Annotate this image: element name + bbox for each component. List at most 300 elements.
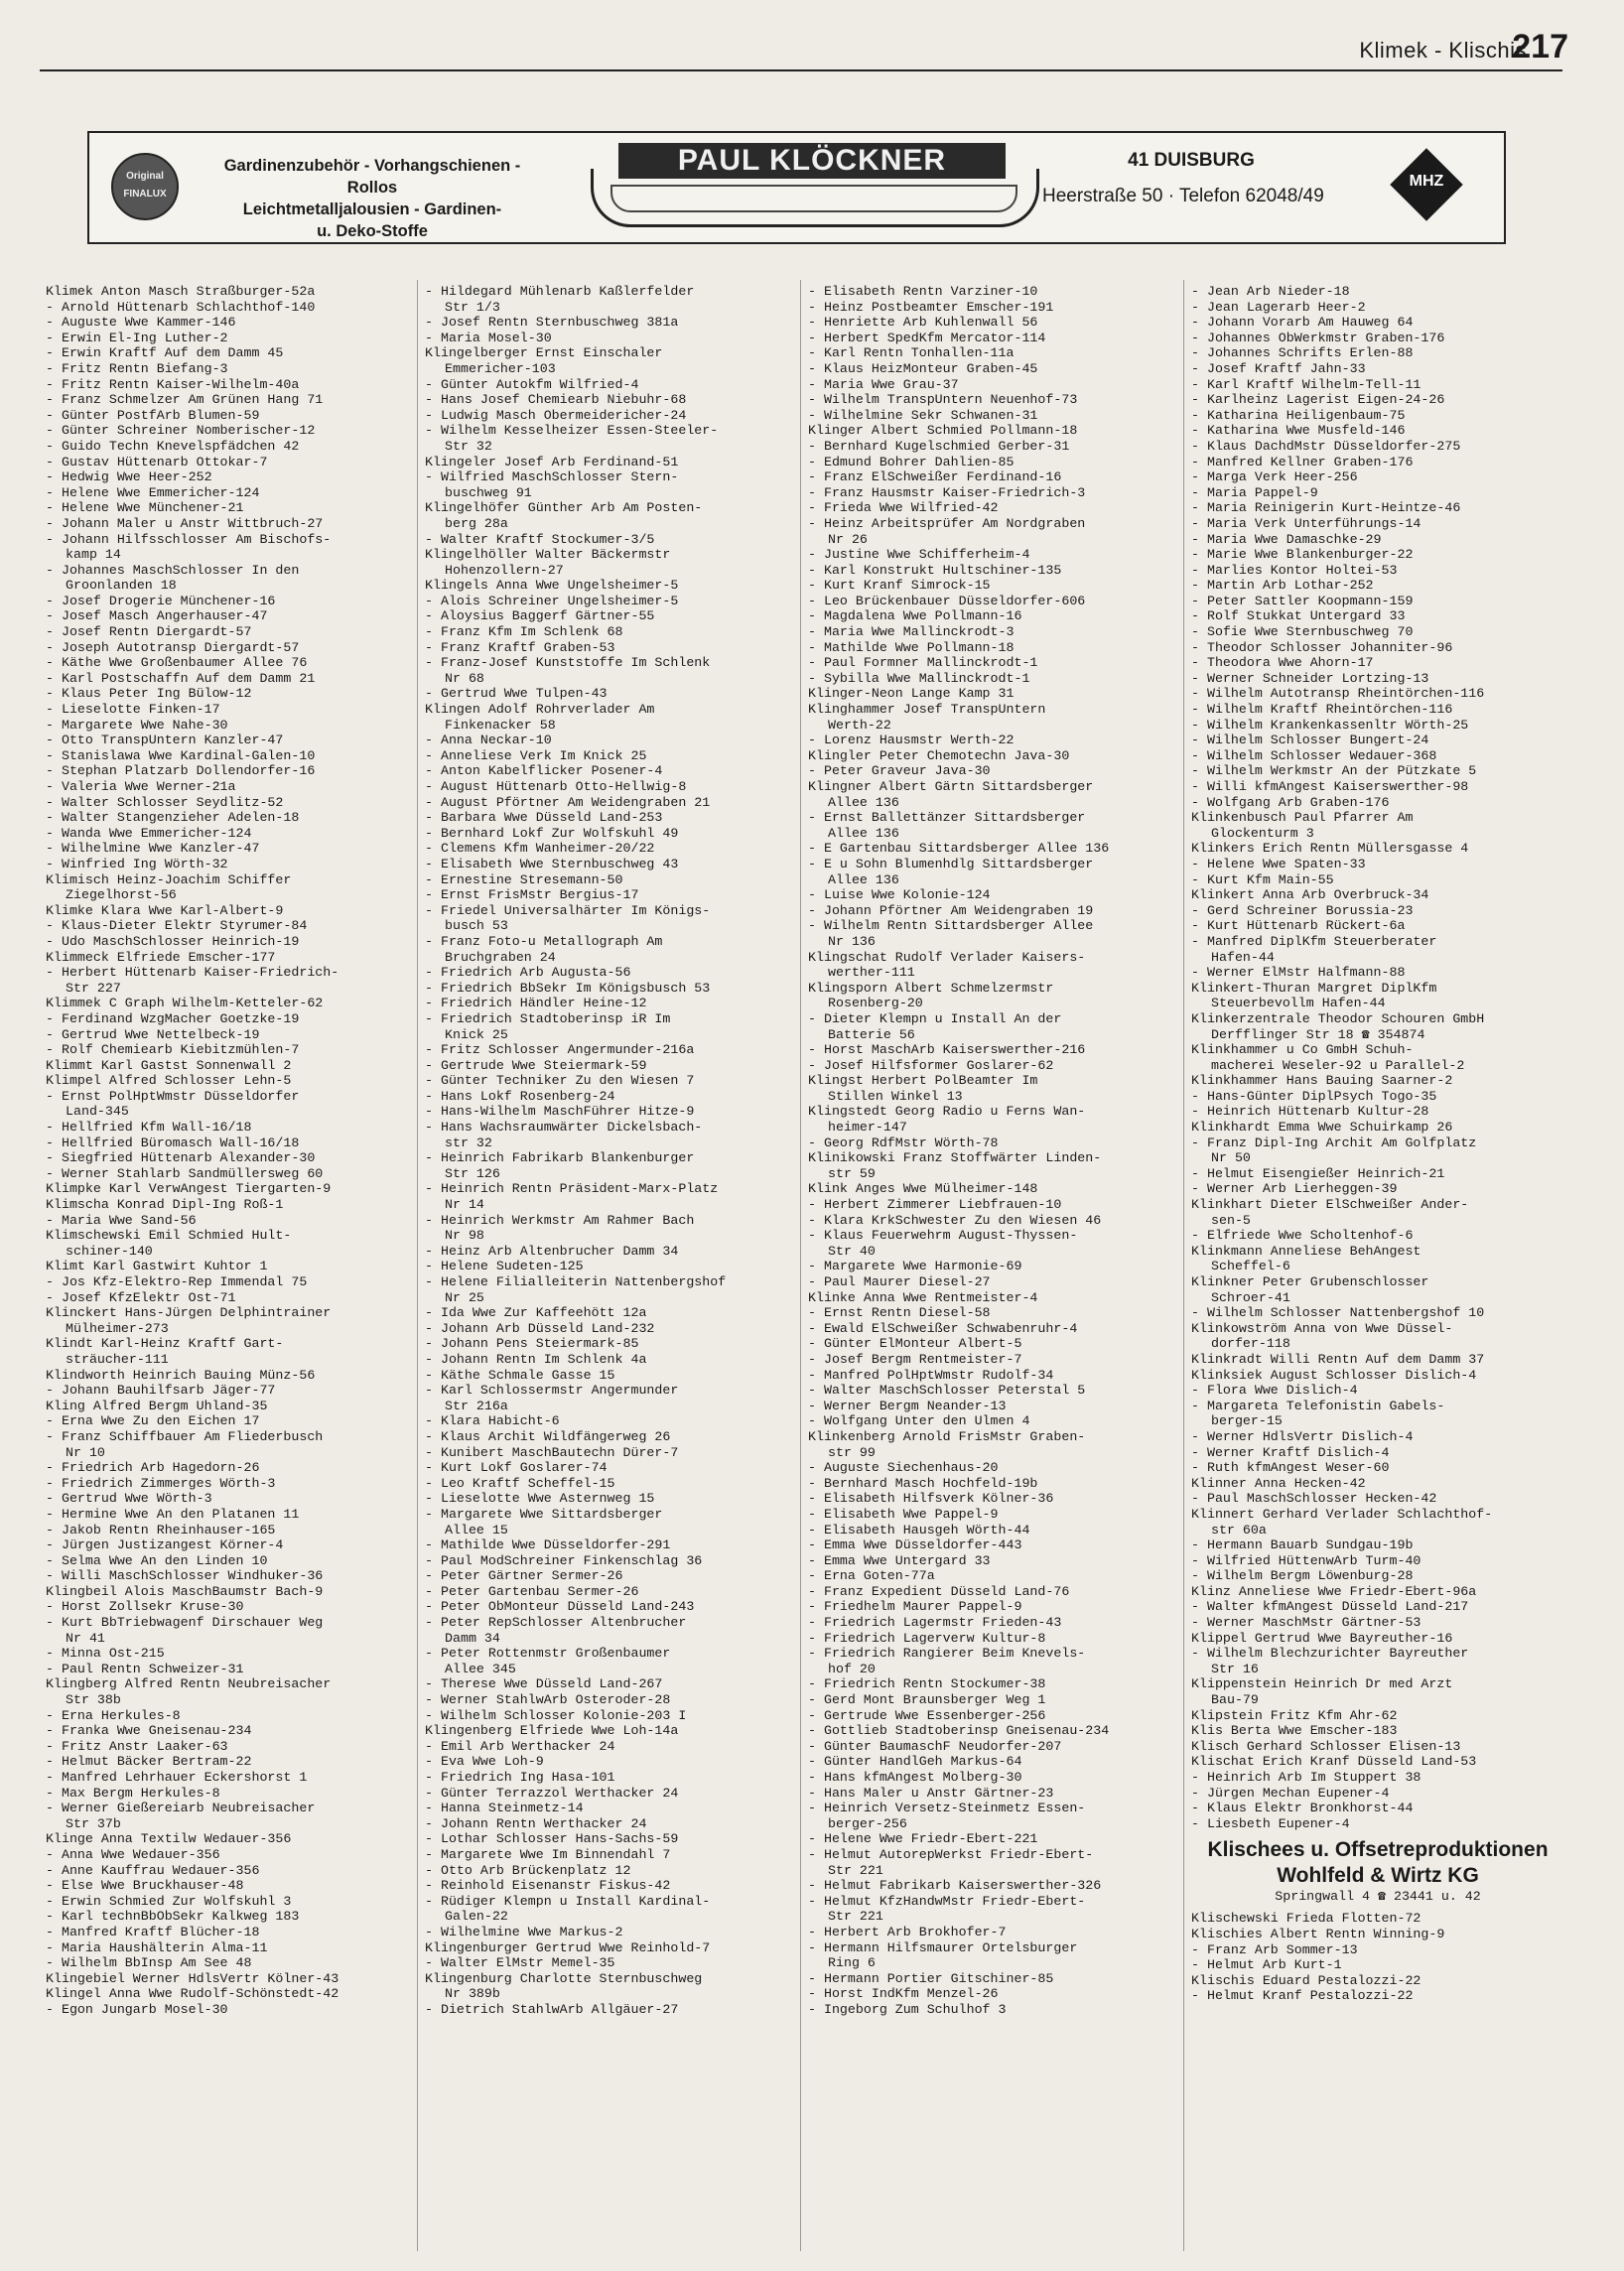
directory-entry: - Wilhelm Krankenkassenltr Wörth-25 <box>1191 717 1469 733</box>
directory-entry: - Erwin Schmied Zur Wolfskuhl 3 <box>46 1893 292 1909</box>
directory-entry: - Sybilla Wwe Mallinckrodt-1 <box>808 670 1030 686</box>
directory-entry: - Franz Expedient Düsseld Land-76 <box>808 1583 1070 1599</box>
directory-entry: - Auguste Siechenhaus-20 <box>808 1460 999 1476</box>
directory-entry: Klisch Gerhard Schlosser Elisen-13 <box>1191 1738 1461 1754</box>
directory-entry: - Klaus Archit Wildfängerweg 26 <box>425 1428 671 1444</box>
directory-entry: - E Gartenbau Sittardsberger Allee 136 <box>808 841 1110 857</box>
directory-entry: Klischewski Frieda Flotten-72 <box>1191 1911 1421 1927</box>
directory-entry: - Guido Techn Knevelspfädchen 42 <box>46 438 300 454</box>
directory-entry: - Johann Rentn Im Schlenk 4a <box>425 1351 647 1367</box>
directory-entry: - Heinz Arb Altenbrucher Damm 34 <box>425 1243 679 1259</box>
logo-text-top: Original <box>126 171 164 182</box>
directory-entry: Klinksiek August Schlosser Dislich-4 <box>1191 1367 1477 1383</box>
directory-entry: - Hellfried Kfm Wall-16/18 <box>46 1120 252 1136</box>
directory-entry: - Hans-Günter DiplPsych Togo-35 <box>1191 1088 1437 1104</box>
directory-entry: - Franka Wwe Gneisenau-234 <box>46 1723 252 1739</box>
directory-entry: - Karl Schlossermstr Angermunder Str 216a <box>425 1383 679 1413</box>
directory-entry: - Joseph Autotransp Diergardt-57 <box>46 639 300 655</box>
directory-entry: Klimpke Karl VerwAngest Tiergarten-9 <box>46 1181 332 1197</box>
directory-entry: Klinnert Gerhard Verlader Schlachthof- str 60a <box>1191 1506 1493 1537</box>
directory-entry: - Josef Rentn Sternbuschweg 381a <box>425 315 679 331</box>
column-divider <box>1183 280 1184 2251</box>
directory-entry: - Wilhelm Kesselheizer Essen-Steeler- Str 32 <box>425 423 719 454</box>
directory-entry: - Johann Arb Düsseld Land-232 <box>425 1320 655 1336</box>
directory-entry: - Ernst PolHptWmstr Düsseldorfer Land-345 <box>46 1088 300 1120</box>
directory-entry: Klinkenberg Arnold FrisMstr Graben- str 99 <box>808 1428 1086 1460</box>
directory-entry: - Werner MaschMstr Gärtner-53 <box>1191 1615 1421 1631</box>
directory-entry: - Bernhard Kugelschmied Gerber-31 <box>808 438 1070 454</box>
directory-entry: - Margarete Wwe Nahe-30 <box>46 717 228 733</box>
directory-entry: - Ernst FrisMstr Bergius-17 <box>425 887 639 903</box>
directory-entry: Klingsporn Albert Schmelzermstr Rosenberg-20 <box>808 980 1054 1011</box>
directory-entry: - Margarete Wwe Harmonie-69 <box>808 1259 1022 1274</box>
directory-entry: - Franz-Josef Kunststoffe Im Schlenk Nr 68 <box>425 655 711 686</box>
directory-entry: - Maria Wwe Damaschke-29 <box>1191 531 1382 547</box>
directory-entry: Klinger-Neon Lange Kamp 31 <box>808 686 1015 702</box>
directory-entry: - Josef Rentn Diergardt-57 <box>46 624 252 640</box>
directory-entry: - Kurt Hüttenarb Rückert-6a <box>1191 918 1406 934</box>
directory-entry: - Walter Kraftf Stockumer-3/5 <box>425 531 655 547</box>
directory-entry: - Luise Wwe Kolonie-124 <box>808 887 991 903</box>
directory-entry: - Klara Habicht-6 <box>425 1413 560 1429</box>
directory-entry: - Herbert Hüttenarb Kaiser-Friedrich- Str 227 <box>46 965 339 996</box>
directory-entry: - Klaus Peter Ing Bülow-12 <box>46 686 252 702</box>
directory-entry: Klinkhammer Hans Bauing Saarner-2 <box>1191 1073 1453 1089</box>
directory-entry: - Helene Wwe Friedr-Ebert-221 <box>808 1831 1038 1847</box>
directory-entry: Klis Berta Wwe Emscher-183 <box>1191 1723 1398 1739</box>
directory-entry: - Helene Wwe Münchener-21 <box>46 500 244 516</box>
directory-entry: Klimscha Konrad Dipl-Ing Roß-1 <box>46 1197 284 1213</box>
directory-entry: - Otto TranspUntern Kanzler-47 <box>46 733 284 748</box>
directory-entry: - Klaus-Dieter Elektr Styrumer-84 <box>46 918 308 934</box>
directory-entry: Klimschewski Emil Schmied Hult- schiner-140 <box>46 1228 292 1259</box>
directory-entry: - Wolfgang Arb Graben-176 <box>1191 794 1390 810</box>
directory-entry: - Peter Sattler Koopmann-159 <box>1191 593 1414 608</box>
rail-inner-shape <box>610 185 1017 212</box>
directory-entry: Klinkers Erich Rentn Müllersgasse 4 <box>1191 841 1469 857</box>
directory-entry: Klischies Albert Rentn Winning-9 <box>1191 1926 1445 1941</box>
directory-entry: - Herbert SpedKfm Mercator-114 <box>808 330 1046 345</box>
directory-entry: - Erna Herkules-8 <box>46 1707 181 1723</box>
directory-entry: - Hans Lokf Rosenberg-24 <box>425 1088 615 1104</box>
directory-entry: Klinge Anna Textilw Wedauer-356 <box>46 1831 292 1847</box>
directory-entry: - Willi MaschSchlosser Windhuker-36 <box>46 1568 324 1584</box>
directory-entry: - Ferdinand WzgMacher Goetzke-19 <box>46 1010 300 1026</box>
directory-entry: - Peter ObMonteur Düsseld Land-243 <box>425 1599 695 1615</box>
directory-entry: - Maria Pappel-9 <box>1191 484 1318 500</box>
directory-entry: - Manfred PolHptWmstr Rudolf-34 <box>808 1367 1054 1383</box>
directory-entry: - Walter Schlosser Seydlitz-52 <box>46 794 284 810</box>
mhz-logo <box>1389 147 1464 222</box>
directory-entry: - Sofie Wwe Sternbuschweg 70 <box>1191 624 1414 640</box>
directory-entry: - Friedrich Rentn Stockumer-38 <box>808 1676 1046 1692</box>
directory-entry: Klink Anges Wwe Mülheimer-148 <box>808 1181 1038 1197</box>
directory-entry: - Aloysius Baggerf Gärtner-55 <box>425 608 655 624</box>
ad-klischees-line-2: Wohlfeld & Wirtz KG <box>1277 1864 1479 1888</box>
directory-entry: - Lieselotte Finken-17 <box>46 702 220 718</box>
directory-entry: - Edmund Bohrer Dahlien-85 <box>808 454 1015 469</box>
directory-entry: - Friedrich Arb Augusta-56 <box>425 965 631 981</box>
directory-entry: - Wanda Wwe Emmericher-124 <box>46 825 252 841</box>
directory-entry: - Werner HdlsVertr Dislich-4 <box>1191 1428 1414 1444</box>
directory-entry: Klinkhart Dieter ElSchweißer Ander- sen-5 <box>1191 1197 1469 1228</box>
directory-entry: - Wilfried HüttenwArb Turm-40 <box>1191 1552 1421 1568</box>
directory-entry: - Heinrich Hüttenarb Kultur-28 <box>1191 1104 1429 1120</box>
directory-entry: - Marga Verk Heer-256 <box>1191 469 1358 485</box>
directory-entry: - Justine Wwe Schifferheim-4 <box>808 547 1030 563</box>
directory-entry: - Stephan Platzarb Dollendorfer-16 <box>46 763 316 779</box>
directory-entry: - Karlheinz Lagerist Eigen-24-26 <box>1191 392 1445 408</box>
directory-entry: - Werner Arb Lierheggen-39 <box>1191 1181 1398 1197</box>
directory-entry: - Heinrich Versetz-Steinmetz Essen- berger-256 <box>808 1801 1086 1831</box>
directory-entry: - Walter ElMstr Memel-35 <box>425 1955 615 1971</box>
directory-entry: - Wilhelmine Wwe Markus-2 <box>425 1924 623 1939</box>
page-header <box>40 28 1568 71</box>
directory-entry: - Käthe Wwe Großenbaumer Allee 76 <box>46 655 308 671</box>
directory-entry: - Georg RdfMstr Wörth-78 <box>808 1135 999 1150</box>
ad-services-line-3: u. Deko-Stoffe <box>317 222 428 240</box>
directory-entry: Klingschat Rudolf Verlader Kaisers- werther-111 <box>808 949 1086 981</box>
directory-column-1 <box>46 284 419 2018</box>
ad-services-line-1: Gardinenzubehör - Vorhangschienen - Rollos <box>223 157 521 197</box>
directory-entry: - Selma Wwe An den Linden 10 <box>46 1552 268 1568</box>
directory-entry: - Martin Arb Lothar-252 <box>1191 578 1374 594</box>
directory-entry: - Marie Wwe Blankenburger-22 <box>1191 547 1414 563</box>
directory-entry: - Rüdiger Klempn u Install Kardinal- Galen-22 <box>425 1893 711 1925</box>
directory-entry: - Theodor Schlosser Johanniter-96 <box>1191 639 1453 655</box>
directory-entry: - Franz Hausmstr Kaiser-Friedrich-3 <box>808 484 1086 500</box>
directory-entry: - Walter kfmAngest Düsseld Land-217 <box>1191 1599 1469 1615</box>
directory-entry: - Lorenz Hausmstr Werth-22 <box>808 733 1015 748</box>
directory-entry: - Hedwig Wwe Heer-252 <box>46 469 212 485</box>
directory-entry: Klinkerzentrale Theodor Schouren GmbH Derfflinger Str 18 ☎ 354874 <box>1191 1010 1485 1042</box>
directory-entry: Klingels Anna Wwe Ungelsheimer-5 <box>425 578 679 594</box>
directory-entry: - Klara KrkSchwester Zu den Wiesen 46 <box>808 1212 1102 1228</box>
directory-entry: - Elisabeth Rentn Varziner-10 <box>808 284 1038 299</box>
directory-entry: - Wilhelm Schlosser Bungert-24 <box>1191 733 1429 748</box>
directory-entry: - Ewald ElSchweißer Schwabenruhr-4 <box>808 1320 1078 1336</box>
finalux-logo <box>111 153 179 220</box>
directory-entry: - Friedel Universalhärter Im Königs- busch 53 <box>425 902 711 934</box>
directory-entry: - Ida Wwe Zur Kaffeehött 12a <box>425 1305 647 1321</box>
directory-entry: - Johann Vorarb Am Hauweg 64 <box>1191 315 1414 331</box>
directory-entry: - Wilhelmine Wwe Kanzler-47 <box>46 841 260 857</box>
directory-entry: Klinz Anneliese Wwe Friedr-Ebert-96a <box>1191 1583 1477 1599</box>
directory-entry: Klingelberger Ernst Einschaler Emmericher-103 <box>425 345 663 376</box>
directory-entry: - Günter BaumaschF Neudorfer-207 <box>808 1738 1062 1754</box>
directory-entry: - Peter Graveur Java-30 <box>808 763 991 779</box>
directory-entry: - Franz Kfm Im Schlenk 68 <box>425 624 623 640</box>
directory-entry: - Wilfried MaschSchlosser Stern- buschweg 91 <box>425 469 679 500</box>
directory-entry: - Friedrich Händler Heine-12 <box>425 996 647 1011</box>
directory-entry: - Eva Wwe Loh-9 <box>425 1754 544 1770</box>
directory-entry: - Kurt Lokf Goslarer-74 <box>425 1460 608 1476</box>
directory-entry: - Horst Zollsekr Kruse-30 <box>46 1599 244 1615</box>
directory-entry: - Gerd Schreiner Borussia-23 <box>1191 902 1414 918</box>
directory-entry: Klindt Karl-Heinz Kraftf Gart- sträucher-111 <box>46 1336 284 1367</box>
directory-entry: Klingelhöller Walter Bäckermstr Hohenzollern-27 <box>425 547 671 578</box>
directory-entry: - Leo Kraftf Scheffel-15 <box>425 1475 615 1491</box>
brand-name: PAUL KLÖCKNER <box>618 143 1006 179</box>
directory-entry: - Ingeborg Zum Schulhof 3 <box>808 2001 1007 2017</box>
directory-entry: - Jos Kfz-Elektro-Rep Immendal 75 <box>46 1274 308 1289</box>
directory-entry: Klinkowström Anna von Wwe Düssel- dorfer-118 <box>1191 1320 1453 1352</box>
directory-entry: - Günter Autokfm Wilfried-4 <box>425 376 639 392</box>
directory-entry: - Franz Schmelzer Am Grünen Hang 71 <box>46 392 324 408</box>
directory-entry: - Gottlieb Stadtoberinsp Gneisenau-234 <box>808 1723 1110 1739</box>
directory-entry: Klinkradt Willi Rentn Auf dem Damm 37 <box>1191 1351 1485 1367</box>
directory-entry: - Frieda Wwe Wilfried-42 <box>808 500 999 516</box>
directory-entry: - Margarete Wwe Sittardsberger Allee 15 <box>425 1506 663 1537</box>
brand-curtain-rail <box>591 139 1037 222</box>
directory-entry: - Maria Mosel-30 <box>425 330 552 345</box>
directory-entry: - Wilhelm Bergm Löwenburg-28 <box>1191 1568 1414 1584</box>
directory-entry: - Klaus HeizMonteur Graben-45 <box>808 360 1038 376</box>
directory-entry: - Gertrud Wwe Wörth-3 <box>46 1491 212 1507</box>
directory-entry: - Günter Schreiner Nomberischer-12 <box>46 423 316 439</box>
ad-services-line-2: Leichtmetalljalousien - Gardinen- <box>242 200 502 218</box>
directory-entry: - Johannes ObWerkmstr Graben-176 <box>1191 330 1445 345</box>
directory-entry: Klinke Anna Wwe Rentmeister-4 <box>808 1289 1038 1305</box>
directory-entry: - Franz ElSchweißer Ferdinand-16 <box>808 469 1062 485</box>
directory-entry: - Helmut Kranf Pestalozzi-22 <box>1191 1988 1414 2004</box>
directory-entry: - Auguste Wwe Kammer-146 <box>46 315 236 331</box>
directory-entry: - Wilhelm Rentn Sittardsberger Allee Nr 136 <box>808 918 1094 949</box>
directory-entry: - Elisabeth Wwe Pappel-9 <box>808 1506 999 1522</box>
directory-entry: - Friedrich Lagermstr Frieden-43 <box>808 1615 1062 1631</box>
directory-entry: Klinkmann Anneliese BehAngest Scheffel-6 <box>1191 1243 1421 1274</box>
directory-entry: - Reinhold Eisenanstr Fiskus-42 <box>425 1878 671 1894</box>
directory-entry: - Jakob Rentn Rheinhauser-165 <box>46 1522 276 1537</box>
directory-entry: - Max Bergm Herkules-8 <box>46 1785 220 1801</box>
directory-entry: - Lieselotte Wwe Asternweg 15 <box>425 1491 655 1507</box>
directory-entry: - Fritz Rentn Kaiser-Wilhelm-40a <box>46 376 300 392</box>
directory-entry: - Margarete Wwe Im Binnendahl 7 <box>425 1846 671 1862</box>
directory-entry: - Erwin Kraftf Auf dem Damm 45 <box>46 345 284 361</box>
directory-entry: Klimpel Alfred Schlosser Lehn-5 <box>46 1073 292 1089</box>
directory-entry: - Heinrich Fabrikarb Blankenburger Str 126 <box>425 1150 695 1181</box>
directory-entry: - Wilhelm Blechzurichter Bayreuther Str 16 <box>1191 1646 1469 1676</box>
directory-entry: - Emil Arb Werthacker 24 <box>425 1738 615 1754</box>
directory-entry: - Helene Wwe Spaten-33 <box>1191 856 1366 871</box>
directory-entry: - Manfred Kraftf Blücher-18 <box>46 1924 260 1939</box>
directory-entry: - August Pförtner Am Weidengraben 21 <box>425 794 711 810</box>
directory-entry: - Günter HandlGeh Markus-64 <box>808 1754 1022 1770</box>
directory-entry: - Friedrich Arb Hagedorn-26 <box>46 1460 260 1476</box>
directory-entry: - Karl Konstrukt Hultschiner-135 <box>808 562 1062 578</box>
directory-entry: - Maria Verk Unterführungs-14 <box>1191 515 1421 531</box>
ad-city: 41 DUISBURG <box>1128 150 1255 171</box>
directory-entry: - Hermine Wwe An den Platanen 11 <box>46 1506 300 1522</box>
directory-entry: - Gertrude Wwe Essenberger-256 <box>808 1707 1046 1723</box>
directory-entry: - Heinrich Rentn Präsident-Marx-Platz Nr 14 <box>425 1181 719 1213</box>
directory-entry: - Peter Gartenbau Sermer-26 <box>425 1583 639 1599</box>
directory-entry: - Maria Wwe Grau-37 <box>808 376 959 392</box>
directory-entry: - Gertrud Wwe Nettelbeck-19 <box>46 1026 260 1042</box>
directory-entry: - Wilhelm Werkmstr An der Pützkate 5 <box>1191 763 1477 779</box>
directory-entry: - Hans kfmAngest Molberg-30 <box>808 1770 1022 1785</box>
directory-entry: - Maria Wwe Mallinckrodt-3 <box>808 624 1015 640</box>
directory-entry: - Paul MaschSchlosser Hecken-42 <box>1191 1491 1437 1507</box>
directory-entry: - Ruth kfmAngest Weser-60 <box>1191 1460 1390 1476</box>
directory-entry: - Josef Drogerie Münchener-16 <box>46 593 276 608</box>
directory-entry: - Dietrich StahlwArb Allgäuer-27 <box>425 2001 679 2017</box>
directory-entry: Klinkert-Thuran Margret DiplKfm Steuerbevollm Hafen-44 <box>1191 980 1437 1011</box>
directory-entry: - Wilhelm BbInsp Am See 48 <box>46 1955 252 1971</box>
directory-entry: - Manfred Kellner Graben-176 <box>1191 454 1414 469</box>
directory-entry: - Franz Kraftf Graben-53 <box>425 639 615 655</box>
directory-entry: - Elisabeth Wwe Sternbuschweg 43 <box>425 856 679 871</box>
directory-entry: - Magdalena Wwe Pollmann-16 <box>808 608 1022 624</box>
directory-entry: - Maria Reinigerin Kurt-Heintze-46 <box>1191 500 1461 516</box>
directory-entry: - Ludwig Masch Obermeidericher-24 <box>425 407 687 423</box>
directory-entry: - Gerd Mont Braunsberger Weg 1 <box>808 1692 1046 1708</box>
directory-entry: - Gertrude Wwe Steiermark-59 <box>425 1057 647 1073</box>
directory-entry: - Mathilde Wwe Pollmann-18 <box>808 639 1015 655</box>
directory-entry: - Kunibert MaschBautechn Dürer-7 <box>425 1444 679 1460</box>
directory-entry: - Emma Wwe Düsseldorfer-443 <box>808 1537 1022 1553</box>
directory-entry: - Manfred DiplKfm Steuerberater Hafen-44 <box>1191 933 1437 965</box>
directory-entry: Klingenburg Charlotte Sternbuschweg Nr 389b <box>425 1970 703 2002</box>
directory-entry: - Hans-Wilhelm MaschFührer Hitze-9 <box>425 1104 695 1120</box>
directory-entry: - Herbert Zimmerer Liebfrauen-10 <box>808 1197 1062 1213</box>
directory-entry: - Franz Arb Sommer-13 <box>1191 1941 1358 1957</box>
directory-entry: - Lothar Schlosser Hans-Sachs-59 <box>425 1831 679 1847</box>
directory-entry: - Wilhelmine Sekr Schwanen-31 <box>808 407 1038 423</box>
directory-entry: - Werner Gießereiarb Neubreisacher Str 37b <box>46 1801 316 1831</box>
directory-entry: - Elisabeth Hausgeh Wörth-44 <box>808 1522 1030 1537</box>
ad-address <box>1042 143 1340 214</box>
directory-entry: - Erna Wwe Zu den Eichen 17 <box>46 1413 260 1429</box>
directory-entry: - Siegfried Hüttenarb Alexander-30 <box>46 1150 316 1166</box>
directory-entry: - Jürgen Justizangest Körner-4 <box>46 1537 284 1553</box>
directory-entry: - Rolf Stukkat Untergard 33 <box>1191 608 1406 624</box>
directory-entry: - Johann Hilfsschlosser Am Bischofs- kamp 14 <box>46 531 332 563</box>
directory-entry: - Johannes Schrifts Erlen-88 <box>1191 345 1414 361</box>
directory-entry: - Maria Haushälterin Alma-11 <box>46 1939 268 1955</box>
directory-entry: - Valeria Wwe Werner-21a <box>46 779 236 794</box>
directory-entry: - Marlies Kontor Holtei-53 <box>1191 562 1398 578</box>
directory-entry: Kling Alfred Bergm Uhland-35 <box>46 1398 268 1413</box>
directory-entry: - Hermann Portier Gitschiner-85 <box>808 1970 1054 1986</box>
directory-entry: - Werner Stahlarb Sandmüllersweg 60 <box>46 1165 324 1181</box>
directory-entry: - Theodora Wwe Ahorn-17 <box>1191 655 1374 671</box>
directory-entry: Klimmeck Elfriede Emscher-177 <box>46 949 276 965</box>
directory-entry: - Manfred Lehrhauer Eckershorst 1 <box>46 1770 308 1785</box>
ad-services <box>208 155 536 242</box>
directory-entry: - Helmut KfzHandwMstr Friedr-Ebert- Str 221 <box>808 1893 1086 1925</box>
directory-entry: - Franz Foto-u Metallograph Am Bruchgraben 24 <box>425 933 663 965</box>
directory-entry: - Ernst Ballettänzer Sittardsberger Allee 136 <box>808 810 1086 841</box>
directory-entry: - Helmut Fabrikarb Kaiserswerther-326 <box>808 1878 1102 1894</box>
directory-entry: - Helmut Eisengießer Heinrich-21 <box>1191 1165 1445 1181</box>
advertisement-banner <box>87 131 1506 244</box>
directory-entry: Klingeler Josef Arb Ferdinand-51 <box>425 454 679 469</box>
directory-column-4 <box>1191 284 1564 2004</box>
directory-entry: - Anna Neckar-10 <box>425 733 552 748</box>
directory-entry: - Rolf Chemiearb Kiebitzmühlen-7 <box>46 1042 300 1058</box>
directory-entry: - Günter Techniker Zu den Wiesen 7 <box>425 1073 695 1089</box>
directory-entry: - Wilhelm Autotransp Rheintörchen-116 <box>1191 686 1485 702</box>
directory-entry: - Kurt Kfm Main-55 <box>1191 871 1334 887</box>
directory-entry: Klinkhammer u Co GmbH Schuh- macherei Weseler-92 u Parallel-2 <box>1191 1042 1465 1073</box>
directory-entry: - Helene Wwe Emmericher-124 <box>46 484 260 500</box>
directory-entry: - Barbara Wwe Düsseld Land-253 <box>425 810 663 826</box>
ad-street-phone: Heerstraße 50 · Telefon 62048/49 <box>1042 186 1324 206</box>
directory-entry: - Kurt Kranf Simrock-15 <box>808 578 991 594</box>
directory-entry: - Friedrich Stadtoberinsp iR Im Knick 25 <box>425 1010 671 1042</box>
directory-entry: - Walter Stangenzieher Adelen-18 <box>46 810 300 826</box>
directory-entry: - Josef Bergm Rentmeister-7 <box>808 1351 1022 1367</box>
directory-entry: - Elfriede Wwe Scholtenhof-6 <box>1191 1228 1414 1244</box>
directory-entry: - Friedrich Lagerverw Kultur-8 <box>808 1630 1046 1646</box>
directory-entry: Klingst Herbert PolBeamter Im Stillen Winkel 13 <box>808 1073 1038 1104</box>
directory-entry: - Josef Hilfsformer Goslarer-62 <box>808 1057 1054 1073</box>
mhz-logo-text: MHZ <box>1409 173 1444 190</box>
column-divider <box>800 280 801 2251</box>
directory-entry: Klipstein Fritz Kfm Ahr-62 <box>1191 1707 1398 1723</box>
directory-entry: - Werner ElMstr Halfmann-88 <box>1191 965 1406 981</box>
directory-entry: - Katharina Wwe Musfeld-146 <box>1191 423 1406 439</box>
directory-entry: - Peter RepSchlosser Altenbrucher Damm 34 <box>425 1615 687 1646</box>
directory-entry: - Friedrich Zimmerges Wörth-3 <box>46 1475 276 1491</box>
directory-entry: Klimek Anton Masch Straßburger-52a <box>46 284 316 299</box>
directory-entry: - Günter Terrazzol Werthacker 24 <box>425 1785 679 1801</box>
directory-entry: - Klaus Elektr Bronkhorst-44 <box>1191 1801 1414 1816</box>
directory-entry: - Hans Maler u Anstr Gärtner-23 <box>808 1785 1054 1801</box>
directory-entry: - Flora Wwe Dislich-4 <box>1191 1383 1358 1399</box>
directory-entry: Klippenstein Heinrich Dr med Arzt Bau-79 <box>1191 1676 1453 1708</box>
directory-entry: - Else Wwe Bruckhauser-48 <box>46 1878 244 1894</box>
directory-entry: - Karl Kraftf Wilhelm-Tell-11 <box>1191 376 1421 392</box>
directory-entry: - Anna Wwe Wedauer-356 <box>46 1846 220 1862</box>
directory-entry: - Winfried Ing Wörth-32 <box>46 856 228 871</box>
directory-entry: Klingen Adolf Rohrverlader Am Finkenacker 58 <box>425 702 655 733</box>
klischees-advertisement <box>1191 1837 1564 1905</box>
directory-entry: - Werner Kraftf Dislich-4 <box>1191 1444 1390 1460</box>
directory-entry: Klinner Anna Hecken-42 <box>1191 1475 1366 1491</box>
directory-entry: - Mathilde Wwe Düsseldorfer-291 <box>425 1537 671 1553</box>
directory-entry: - Hans Wachsraumwärter Dickelsbach- str 32 <box>425 1120 703 1150</box>
directory-entry: - Heinrich Werkmstr Am Rahmer Bach Nr 98 <box>425 1212 695 1244</box>
directory-entry: - Werner Schneider Lortzing-13 <box>1191 670 1429 686</box>
directory-entry: - Therese Wwe Düsseld Land-267 <box>425 1676 663 1692</box>
directory-entry: - Herbert Arb Brokhofer-7 <box>808 1924 1007 1939</box>
directory-entry: - Helene Filialleiterin Nattenbergshof Nr 25 <box>425 1274 727 1305</box>
directory-entry: Klingberg Alfred Rentn Neubreisacher Str 38b <box>46 1676 332 1708</box>
directory-entry: - Wilhelm Schlosser Kolonie-203 I <box>425 1707 687 1723</box>
directory-entry: - Friedrich Rangierer Beim Knevels- hof 20 <box>808 1646 1086 1676</box>
directory-entry: Klischis Eduard Pestalozzi-22 <box>1191 1972 1421 1988</box>
directory-entry: - Günter ElMonteur Albert-5 <box>808 1336 1022 1352</box>
directory-entry: - Hermann Bauarb Sundgau-19b <box>1191 1537 1414 1553</box>
directory-entry: - Johann Rentn Werthacker 24 <box>425 1815 647 1831</box>
directory-entry: - Erna Goten-77a <box>808 1568 935 1584</box>
directory-entry: Klimt Karl Gastwirt Kuhtor 1 <box>46 1259 268 1274</box>
directory-entry: - Karl Postschaffn Auf dem Damm 21 <box>46 670 316 686</box>
directory-entry: - Fritz Anstr Laaker-63 <box>46 1738 228 1754</box>
directory-entry: - Leo Brückenbauer Düsseldorfer-606 <box>808 593 1086 608</box>
directory-entry: - Hanna Steinmetz-14 <box>425 1801 584 1816</box>
directory-entry: - Alois Schreiner Ungelsheimer-5 <box>425 593 679 608</box>
directory-entry: - Anne Kauffrau Wedauer-356 <box>46 1862 260 1878</box>
directory-entry: - Henriette Arb Kuhlenwall 56 <box>808 315 1038 331</box>
directory-entry: Klimisch Heinz-Joachim Schiffer Ziegelhorst-56 <box>46 871 292 903</box>
directory-entry: Klindworth Heinrich Bauing Münz-56 <box>46 1367 316 1383</box>
directory-entry: Klingenberg Elfriede Wwe Loh-14a <box>425 1723 679 1739</box>
directory-entry: Klingebiel Werner HdlsVertr Kölner-43 <box>46 1970 339 1986</box>
directory-entry: - Helmut AutorepWerkst Friedr-Ebert- Str 221 <box>808 1846 1094 1878</box>
